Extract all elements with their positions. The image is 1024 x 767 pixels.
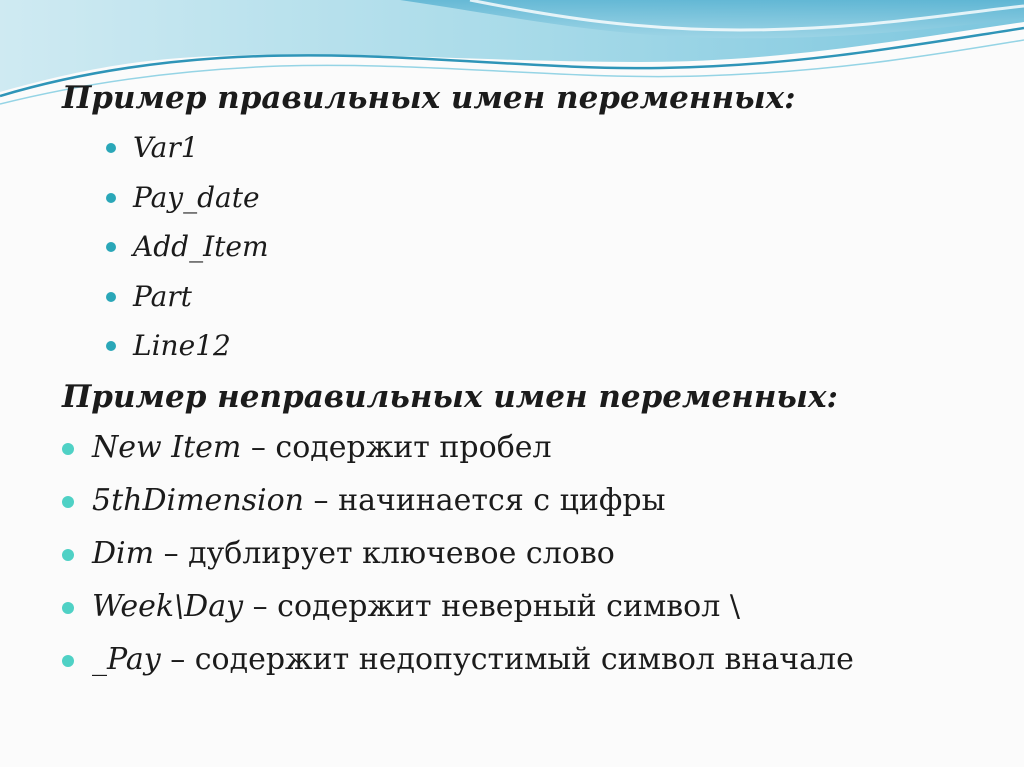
invalid-names-heading: Пример неправильных имен переменных:	[62, 379, 838, 415]
valid-names-heading: Пример правильных имен переменных:	[62, 80, 796, 116]
bullet-icon	[62, 443, 74, 455]
bullet-icon	[62, 602, 74, 614]
variable-name: New Item	[92, 430, 251, 465]
list-item	[106, 176, 269, 226]
bullet-icon	[106, 242, 116, 252]
variable-name: Dim	[92, 536, 164, 571]
list-item	[62, 636, 854, 689]
invalid-names-list	[62, 424, 854, 689]
bullet-icon	[106, 143, 116, 153]
list-item	[62, 530, 854, 583]
bullet-icon	[106, 341, 116, 351]
variable-name: _Pay	[92, 642, 171, 677]
bullet-icon	[62, 496, 74, 508]
error-reason: – дублирует ключевое слово	[163, 536, 615, 571]
error-reason: – содержит недопустимый символ вначале	[170, 642, 854, 677]
variable-name: Pay_date	[133, 180, 260, 214]
list-item	[62, 583, 854, 636]
bullet-icon	[62, 549, 74, 561]
bullet-icon	[106, 193, 116, 203]
variable-name: Part	[133, 279, 192, 313]
list-item	[106, 126, 269, 176]
list-item	[62, 477, 854, 530]
variable-name: Week\Day	[92, 589, 253, 624]
bullet-icon	[106, 292, 116, 302]
variable-name: Var1	[133, 131, 199, 164]
variable-name: Add_Item	[133, 230, 269, 263]
error-reason: – начинается с цифры	[313, 483, 666, 518]
error-reason: – содержит неверный символ \	[252, 589, 740, 624]
variable-name: 5thDimension	[92, 483, 314, 518]
error-reason: – содержит пробел	[250, 430, 552, 465]
bullet-icon	[62, 655, 74, 667]
list-item	[106, 324, 269, 374]
list-item	[62, 424, 854, 477]
valid-names-list	[106, 126, 269, 374]
list-item	[106, 225, 269, 275]
variable-name: Line12	[133, 329, 231, 362]
list-item	[106, 275, 269, 325]
